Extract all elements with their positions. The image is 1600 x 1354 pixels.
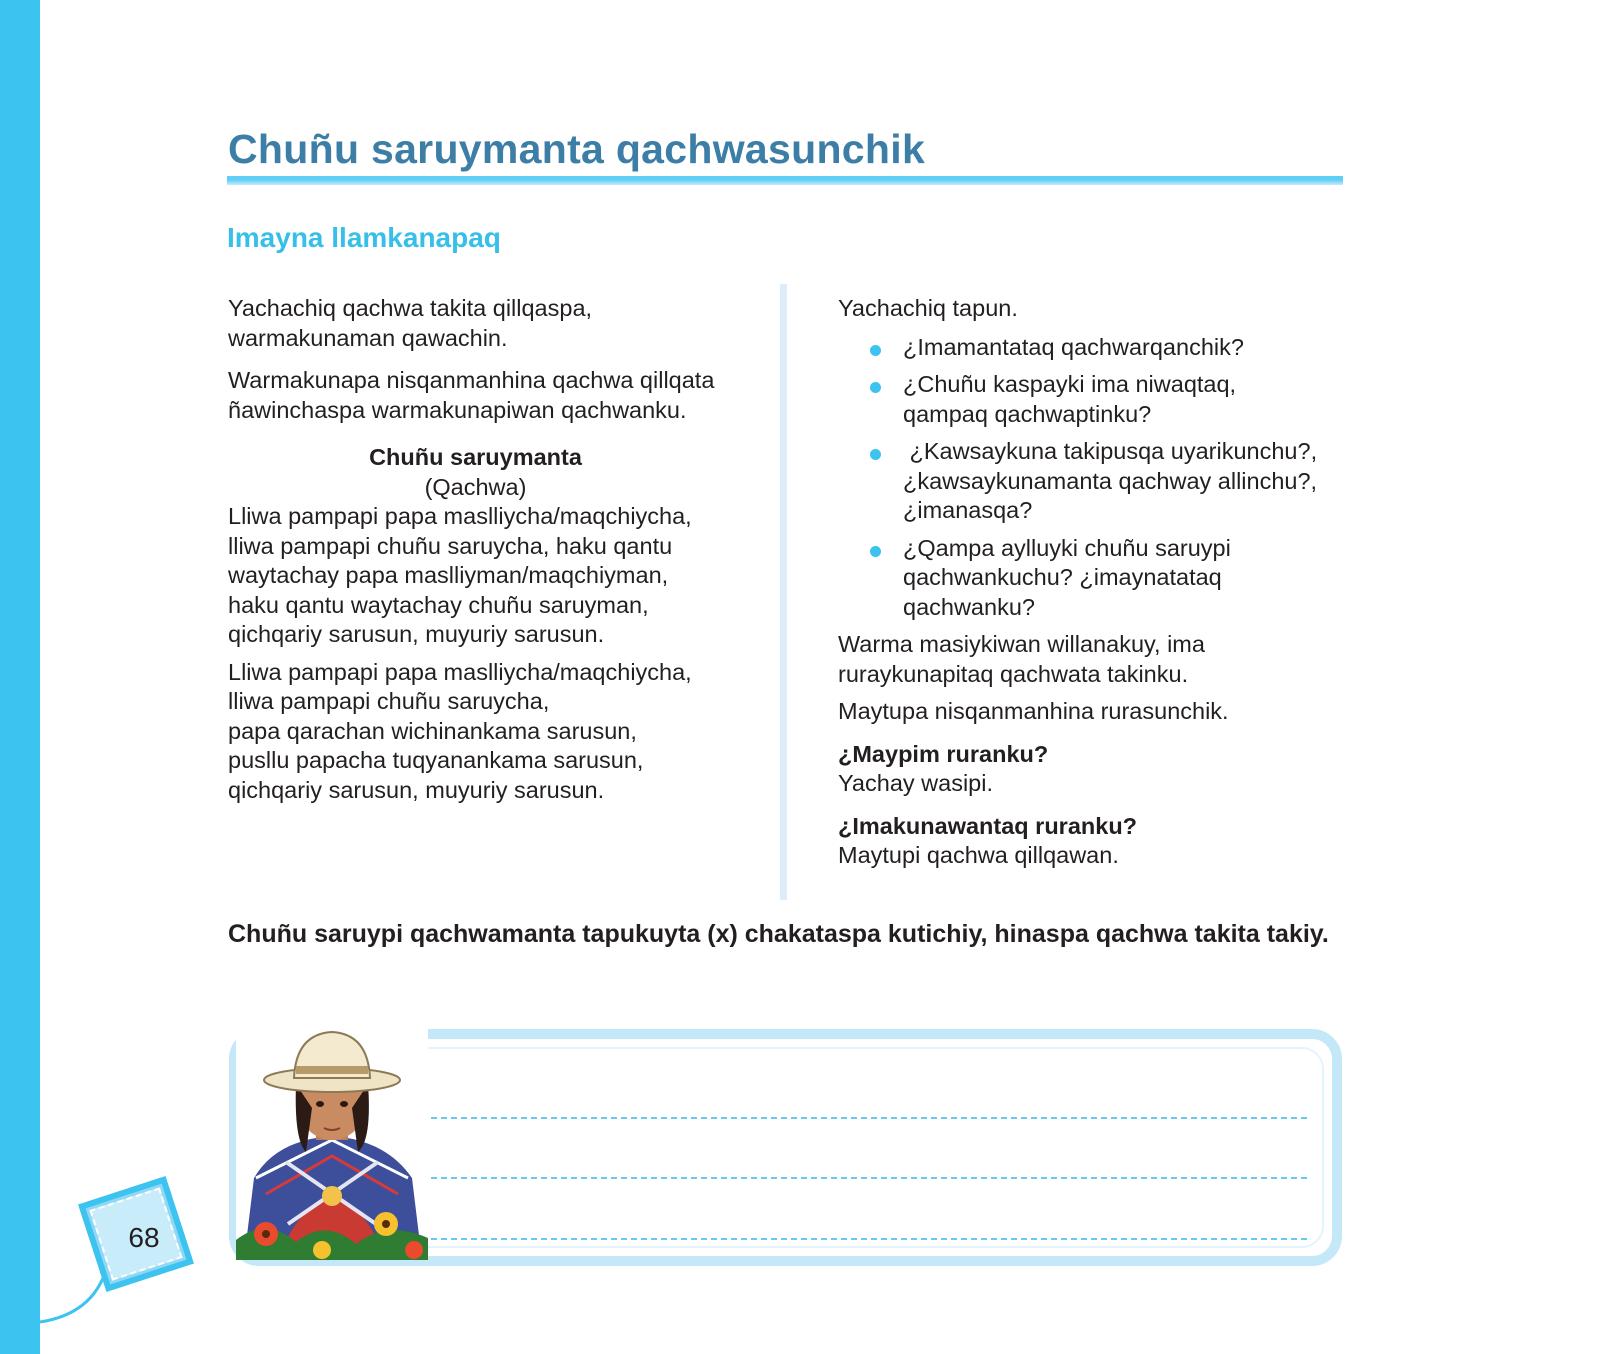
stanza-line: qichqariy sarusun, muyuriy sarusun. xyxy=(228,776,605,803)
question-line: ¿Qampa aylluyki chuñu saruypi xyxy=(903,534,1231,561)
question-line: qachwankuchu? ¿imaynatataq xyxy=(903,564,1222,590)
section-subtitle: Imayna llamkanapaq xyxy=(227,222,501,253)
question-where: ¿Maypim ruranku? xyxy=(838,740,1049,767)
girl-eye-left xyxy=(316,1101,324,1107)
intro-paragraph-1: Yachachiq qachwa takita qillqaspa, warmakunaman qawachin. xyxy=(228,295,593,351)
writing-line-3[interactable] xyxy=(421,1238,1307,1240)
girl-illustration xyxy=(236,1028,428,1260)
question-item xyxy=(838,437,1358,526)
right-column xyxy=(838,294,1358,871)
question-line: qachwanku? xyxy=(903,593,1035,620)
question-with-what: ¿Imakunawantaq ruranku? xyxy=(838,812,1138,839)
stanza-line: lliwa pampapi chuñu saruycha, xyxy=(228,688,550,714)
answer-where: Yachay wasipi. xyxy=(838,770,993,796)
bullet-dot-icon xyxy=(870,546,881,557)
page-number: 68 xyxy=(128,1222,160,1253)
stanza-line: Lliwa pampapi papa maslliycha/maqchiycha, xyxy=(228,658,692,685)
held-flower xyxy=(322,1186,342,1206)
left-column xyxy=(228,294,748,805)
question-line: ¿imanasqa? xyxy=(903,497,1033,523)
flower-yellow-small xyxy=(313,1241,331,1259)
question-line: qampaq qachwaptinku? xyxy=(903,400,1152,427)
question-item xyxy=(838,370,1358,429)
stanza-line: qichqariy sarusun, muyuriy sarusun. xyxy=(228,621,605,647)
teacher-asks: Yachachiq tapun. xyxy=(838,295,1018,321)
follow-text: Maytupa nisqanmanhina rurasunchik. xyxy=(838,698,1229,724)
activity-instruction: Chuñu saruypi qachwamanta tapukuyta (x) chakataspa kutichiy, hinaspa qachwa takita takiy. xyxy=(228,920,1329,948)
stanza-line: waytachay papa maslliyman/maqchiyman, xyxy=(228,562,669,588)
intro-paragraph-2: Warmakunapa nisqanmanhina qachwa qillqata ñawinchaspa warmakunapiwan qachwanku. xyxy=(228,367,715,423)
question-line: ¿Imamantataq qachwarqanchik? xyxy=(903,333,1244,360)
question-item xyxy=(838,333,1358,363)
pair-activity-text: Warma masiykiwan willanakuy, ima ruraykunapitaq qachwata takinku. xyxy=(838,631,1205,687)
stanza-line: pusllu papacha tuqyanankama sarusun, xyxy=(228,747,644,773)
song-title: Chuñu saruymanta xyxy=(369,444,582,470)
writing-line-2[interactable] xyxy=(421,1177,1307,1179)
answer-with-what: Maytupi qachwa qillqawan. xyxy=(838,842,1119,868)
question-line: ¿Kawsaykuna takipusqa uyarikunchu?, xyxy=(903,438,1318,464)
question-list xyxy=(838,333,1358,623)
question-item xyxy=(838,534,1358,623)
side-accent-bar xyxy=(0,0,40,1354)
flower-red-center xyxy=(262,1230,270,1238)
stanza-line: haku qantu waytachay chuñu saruyman, xyxy=(228,591,649,618)
question-line: ¿kawsaykunamanta qachway allinchu?, xyxy=(903,467,1318,494)
song-stanza-1 xyxy=(228,502,748,650)
hat-band xyxy=(296,1066,368,1074)
bullet-dot-icon xyxy=(870,382,881,393)
stanza-line: papa qarachan wichinankama sarusun, xyxy=(228,717,637,744)
flower-red-small xyxy=(405,1241,423,1259)
stanza-line: Lliwa pampapi papa maslliycha/maqchiycha, xyxy=(228,503,692,529)
girl-eye-right xyxy=(340,1101,348,1107)
bullet-dot-icon xyxy=(870,345,881,356)
stanza-line: lliwa pampapi chuñu saruycha, haku qantu xyxy=(228,532,673,559)
question-line: ¿Chuñu kaspayki ima niwaqtaq, xyxy=(903,371,1237,397)
writing-line-1[interactable] xyxy=(421,1117,1307,1119)
song-subtitle: (Qachwa) xyxy=(424,473,527,500)
song-stanza-2 xyxy=(228,658,748,806)
column-divider xyxy=(780,284,787,900)
page-title: Chuñu saruymanta qachwasunchik xyxy=(228,126,926,172)
title-underline xyxy=(227,176,1343,185)
bullet-dot-icon xyxy=(870,449,881,460)
flower-yellow-center xyxy=(382,1220,390,1228)
